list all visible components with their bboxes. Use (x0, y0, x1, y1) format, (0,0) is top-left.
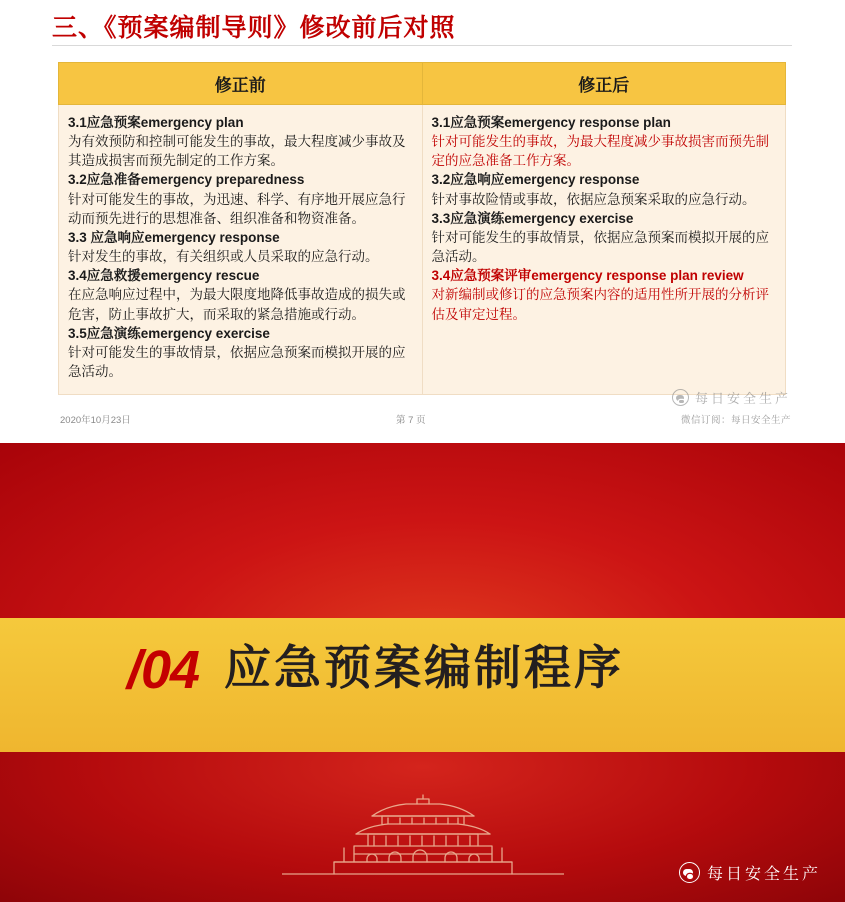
table-row (59, 105, 786, 395)
definition-heading: 3.2应急响应emergency response (431, 172, 640, 188)
definition-block (68, 324, 413, 381)
section-number: /04 (127, 640, 200, 700)
slide-section-divider (0, 443, 845, 902)
definition-body: 为有效预防和控制可能发生的事故，最大程度减少事故及其造成损害而预先制定的工作方案。 (68, 134, 406, 169)
wechat-icon (672, 389, 689, 406)
definition-body: 针对可能发生的事故，为迅速、科学、有序地开展应急行动而预先进行的思想准备、组织准备和物资准备。 (68, 191, 406, 226)
comparison-table (58, 62, 786, 395)
table-header-row (59, 63, 786, 105)
tiananmen-line-art-icon (282, 790, 564, 880)
definition-block (68, 228, 413, 266)
definition-heading: 3.4应急救援emergency rescue (68, 268, 260, 284)
definition-heading: 3.4应急预案评审emergency response plan review (431, 268, 744, 284)
table-body (59, 105, 786, 395)
definition-body: 针对可能发生的事故，为最大程度减少事故损害而预先制定的应急准备工作方案。 (431, 134, 769, 169)
definition-block (68, 266, 413, 323)
definition-block (432, 170, 777, 208)
definition-body: 针对可能发生的事故情景，依据应急预案而模拟开展的应急活动。 (431, 229, 769, 265)
definition-body: 对新编制或修订的应急预案内容的适用性所开展的分析评估及审定过程。 (431, 287, 769, 322)
definition-heading: 3.5应急演练emergency exercise (68, 325, 270, 341)
title-divider (52, 45, 792, 46)
definition-block (68, 170, 413, 227)
table-head (59, 63, 786, 105)
watermark-name: 每日安全生产 (694, 391, 791, 406)
definition-block (432, 113, 777, 170)
definition-block (432, 266, 777, 323)
watermark-logo (672, 388, 791, 407)
watermark-logo (679, 861, 821, 884)
page-number: 第 7 页 (396, 415, 426, 426)
definition-body: 针对发生的事故，有关组织或人员采取的应急行动。 (68, 249, 379, 265)
cell-before-revision (59, 105, 423, 395)
column-header-before: 修正前 (59, 63, 423, 105)
definition-heading: 3.1应急预案emergency response plan (431, 115, 671, 130)
wechat-icon (679, 862, 700, 883)
definition-block (68, 113, 413, 170)
slide-comparison-table (0, 0, 845, 440)
definition-body: 在应急响应过程中，为最大限度地降低事故造成的损失或危害，防止事故扩大，而采取的紧急措施或行动。 (68, 287, 406, 322)
definition-heading: 3.3应急演练emergency exercise (431, 210, 634, 226)
slide2-top-band (0, 443, 845, 618)
column-header-after: 修正后 (422, 63, 786, 105)
slide1-title: 三、《预案编制导则》修改前后对照 (52, 14, 456, 42)
definition-heading: 3.3 应急响应emergency response (68, 229, 280, 245)
section-heading: 应急预案编制程序 (224, 641, 624, 694)
definition-heading: 3.1应急预案emergency plan (68, 115, 244, 130)
definition-body: 针对事故险情或事故，依据应急预案采取的应急行动。 (431, 191, 756, 207)
slide-date: 2020年10月23日 (60, 415, 131, 426)
definition-heading: 3.2应急准备emergency preparedness (68, 172, 305, 188)
watermark-name: 每日安全生产 (706, 866, 821, 883)
definition-body: 针对可能发生的事故情景，依据应急预案而模拟开展的应急活动。 (68, 344, 406, 380)
definition-block (432, 209, 777, 266)
watermark-subscription: 微信订阅：每日安全生产 (680, 415, 791, 426)
cell-after-revision (422, 105, 786, 395)
